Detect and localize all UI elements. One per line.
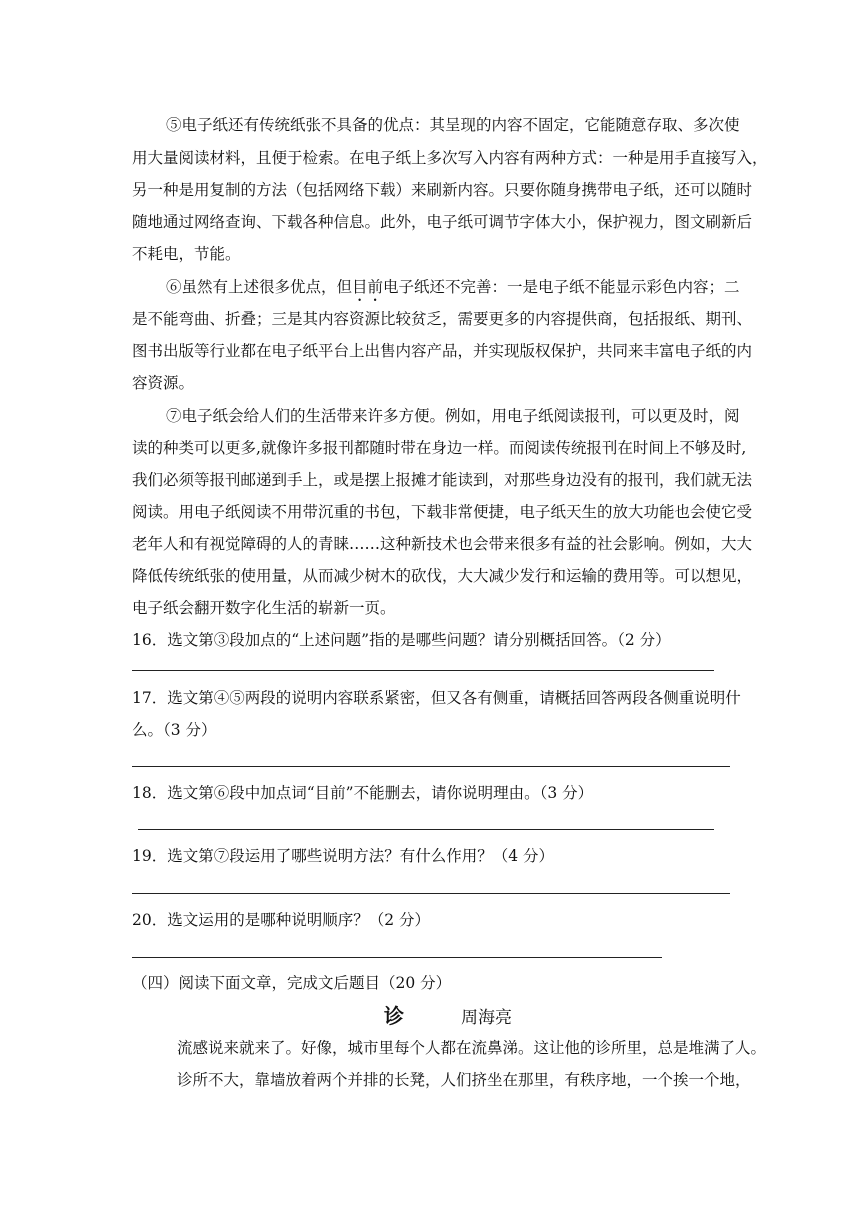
answer-line-16[interactable] — [132, 670, 714, 671]
question-19: 19．选文第⑦段运用了哪些说明方法？有什么作用？（4 分） — [132, 847, 555, 865]
para7-line-5: 老年人和有视觉障碍的人的青睐……这种新技术也会带来很多有益的社会影响。例如，大大 — [132, 535, 753, 553]
dotted-word-muqian: 目前 — [352, 278, 384, 296]
answer-line-20[interactable] — [132, 957, 662, 958]
para7-line-7: 电子纸会翻开数字化生活的崭新一页。 — [132, 599, 396, 617]
question-17-line-1: 17．选文第④⑤两段的说明内容联系紧密，但又各有侧重，请概括回答两段各侧重说明什 — [132, 689, 741, 707]
para7-line-2: 读的种类可以更多,就像许多报刊都随时带在身边一样。而阅读传统报刊在时间上不够及时, — [132, 439, 747, 457]
story-line-1: 流感说来就来了。好像，城市里每个人都在流鼻涕。这让他的诊所里，总是堆满了人。 — [177, 1039, 767, 1057]
para6-line-1-pre: ⑥虽然有上述很多优点，但 — [166, 278, 353, 296]
para6-line-1 — [166, 277, 740, 305]
section-4-heading: （四）阅读下面文章，完成文后题目（20 分） — [132, 974, 452, 992]
para7-line-4: 阅读。用电子纸阅读不用带沉重的书包，下载非常便捷，电子纸天生的放大功能也会使它受 — [132, 503, 753, 521]
story-line-2: 诊所不大，靠墙放着两个并排的长凳，人们挤坐在那里，有秩序地，一个挨一个地， — [177, 1071, 751, 1089]
answer-line-18[interactable] — [138, 829, 714, 830]
story-author: 周海亮 — [461, 1008, 512, 1028]
para7-line-6: 降低传统纸张的使用量，从而减少树木的砍伐，大大减少发行和运输的费用等。可以想见， — [132, 567, 753, 585]
story-title: 诊 — [384, 1004, 404, 1028]
para7-line-3: 我们必须等报刊邮递到手上，或是摆上报摊才能读到，对那些身边没有的报刊，我们就无法 — [132, 471, 753, 489]
para6-line-1-post: 电子纸还不完善：一是电子纸不能显示彩色内容；二 — [383, 278, 740, 296]
answer-line-17[interactable] — [132, 766, 730, 767]
para6-line-4: 容资源。 — [132, 374, 195, 392]
para5-line-4: 随地通过网络查询、下载各种信息。此外，电子纸可调节字体大小，保护视力，图文刷新后 — [132, 213, 753, 231]
para7-line-1: ⑦电子纸会给人们的生活带来许多方便。例如，用电子纸阅读报刊，可以更及时，阅 — [166, 407, 740, 425]
para6-line-2: 是不能弯曲、折叠；三是其内容资源比较贫乏，需要更多的内容提供商，包括报纸、期刊、 — [132, 310, 753, 328]
answer-line-19[interactable] — [132, 893, 730, 894]
question-18: 18．选文第⑥段中加点词“目前”不能删去，请你说明理由。（3 分） — [132, 784, 594, 802]
question-16: 16．选文第③段加点的“上述问题”指的是哪些问题？请分别概括回答。（2 分） — [132, 631, 671, 649]
question-17-line-2: 么。（3 分） — [132, 721, 217, 739]
para5-line-1: ⑤电子纸还有传统纸张不具备的优点：其呈现的内容不固定，它能随意存取、多次使 — [166, 116, 740, 134]
para5-line-5: 不耗电，节能。 — [132, 245, 241, 263]
question-20: 20．选文运用的是哪种说明顺序？（2 分） — [132, 911, 431, 929]
para5-line-2: 用大量阅读材料，且便于检索。在电子纸上多次写入内容有两种方式：一种是用手直接写入， — [132, 149, 768, 167]
para5-line-3: 另一种是用复制的方法（包括网络下载）来刷新内容。只要你随身携带电子纸，还可以随时 — [132, 181, 753, 199]
para6-line-3: 图书出版等行业都在电子纸平台上出售内容产品，并实现版权保护，共同来丰富电子纸的内 — [132, 342, 753, 360]
